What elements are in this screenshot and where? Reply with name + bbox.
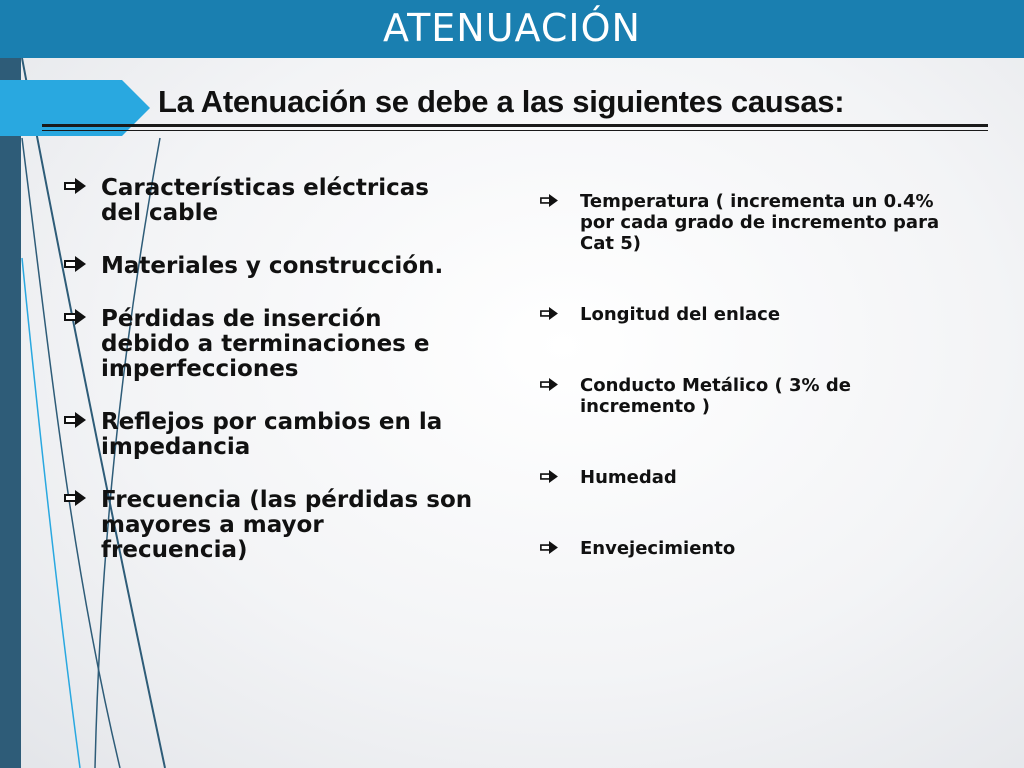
- slide-subtitle: La Atenuación se debe a las siguientes causas:: [158, 84, 845, 119]
- list-item: [540, 191, 970, 254]
- arrow-bullet-icon: [540, 307, 558, 320]
- left-bullet-list: [64, 176, 474, 591]
- arrow-bullet-icon: [64, 490, 86, 506]
- list-item: [64, 307, 474, 382]
- list-item: [540, 538, 970, 559]
- arrow-bullet-icon: [64, 309, 86, 325]
- list-item: [64, 488, 474, 563]
- accent-arrow-tab: [0, 80, 150, 136]
- arrow-bullet-icon: [64, 256, 86, 272]
- arrow-bullet-icon: [540, 194, 558, 207]
- list-item-text: Envejecimiento: [580, 538, 736, 559]
- arrow-bullet-icon: [64, 178, 86, 194]
- list-item-text: Humedad: [580, 467, 677, 488]
- arrow-bullet-icon: [64, 412, 86, 428]
- title-underline: [42, 124, 988, 127]
- list-item-text: Características eléctricas del cable: [101, 175, 429, 226]
- list-item: [64, 176, 474, 226]
- list-item: [64, 254, 474, 279]
- list-item: [540, 375, 970, 417]
- slide-title: ATENUACIÓN: [383, 6, 641, 50]
- arrow-bullet-icon: [540, 470, 558, 483]
- list-item-text: Pérdidas de inserción debido a terminaciones e imperfecciones: [101, 306, 430, 382]
- title-underline-thin: [42, 130, 988, 131]
- list-item-text: Reflejos por cambios en la impedancia: [101, 409, 443, 460]
- arrow-bullet-icon: [540, 541, 558, 554]
- right-bullet-list: [540, 191, 970, 609]
- list-item: [540, 467, 970, 488]
- list-item: [64, 410, 474, 460]
- list-item-text: Temperatura ( incrementa un 0.4% por cada grado de incremento para Cat 5): [580, 191, 940, 254]
- list-item: [540, 304, 970, 325]
- list-item-text: Frecuencia (las pérdidas son mayores a mayor frecuencia): [101, 487, 473, 563]
- list-item-text: Conducto Metálico ( 3% de incremento ): [580, 375, 851, 417]
- list-item-text: Longitud del enlace: [580, 304, 781, 325]
- list-item-text: Materiales y construcción.: [101, 253, 444, 279]
- arrow-bullet-icon: [540, 378, 558, 391]
